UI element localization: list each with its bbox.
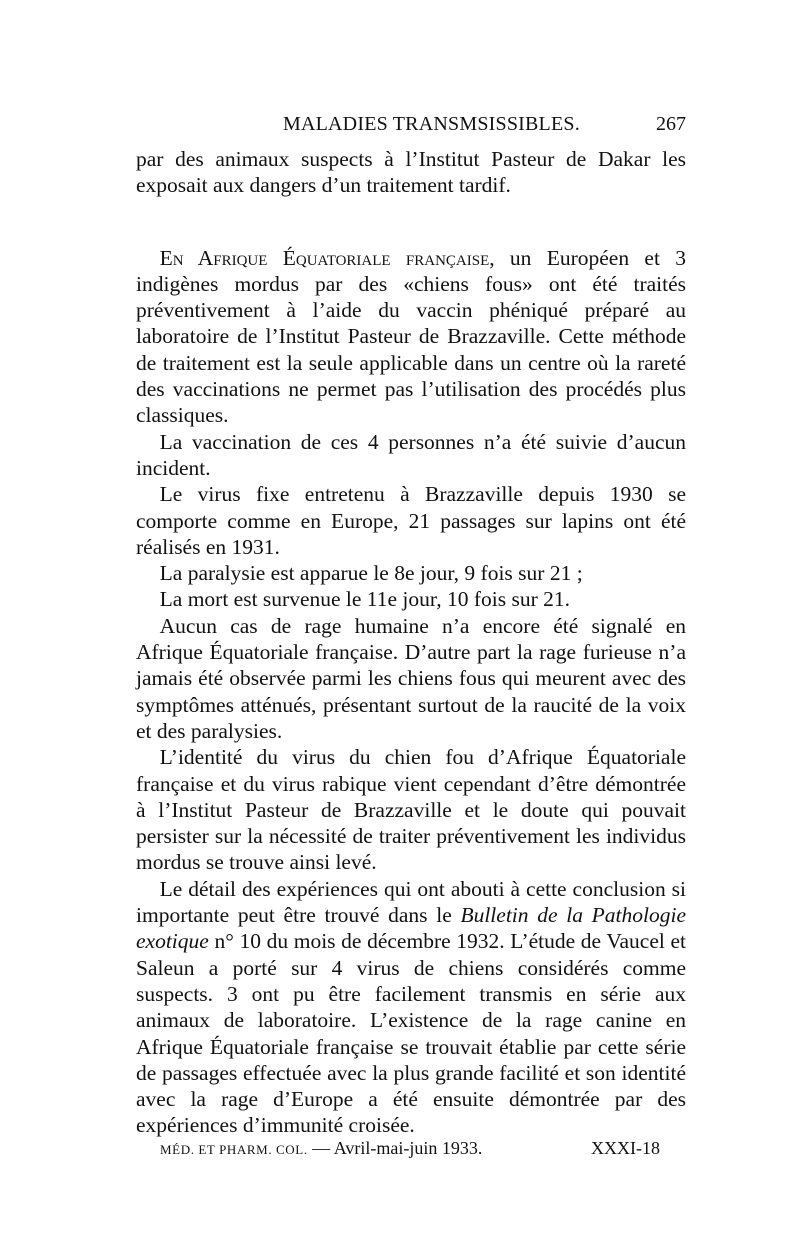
paragraph-8: L’identité du virus du chien fou d’Afrique Équatoriale française et du virus rabique vient cependant d’être démontrée à l’Institut Pasteur de Brazzaville et le doute qui pouvait persister sur la nécessité de traiter préventivement les individus mordus se trouve ainsi levé. [136, 745, 686, 875]
running-head: MALADIES TRANSMSISSIBLES. [283, 113, 580, 135]
paragraph-9 [136, 876, 686, 1139]
paragraph-4: Le virus fixe entretenu à Brazzaville depuis 1930 se comporte comme en Europe, 21 passages sur lapins ont été réalisés en 1931. [136, 482, 686, 559]
region-heading: En Afrique Équatoriale française, [159, 245, 495, 270]
page-number: 267 [656, 113, 686, 135]
paragraph-6: La mort est survenue le 11e jour, 10 fois sur 21. [159, 587, 570, 612]
footer-journal-info [160, 1138, 482, 1159]
paragraph-2-text: un Européen et 3 indigènes mordus par des «chiens fous» ont été traités préventivement à l’aide du vaccin phéniqué préparé au laboratoire de l’Institut Pasteur de Brazzaville. Cette méthode de traitement est la seule applicable dans un centre où la rareté des vaccinations ne permet pas l’utilisation des procédés plus classiques. [136, 245, 686, 428]
footer-dash: — [307, 1138, 334, 1158]
page-footer [160, 1138, 660, 1164]
journal-abbrev: MÉD. ET PHARM. COL. [160, 1142, 308, 1157]
paragraph-7: Aucun cas de rage humaine n’a encore été signalé en Afrique Équatoriale française. D’autre part la rage furieuse n’a jamais été observée parmi les chiens fous qui meurent avec des symptômes atténués, présentant surtout de la raucité de la voix et des paralysies. [136, 613, 686, 743]
paragraph-gap [136, 199, 686, 245]
paragraph-5: La paralysie est apparue le 8e jour, 9 fois sur 21 ; [159, 561, 583, 586]
paragraph-1: par des animaux suspects à l’Institut Pasteur de Dakar les exposait aux dangers d’un traitement tardif. [136, 147, 686, 198]
journal-citation: Bulletin de la Pathologie exotique [136, 903, 686, 954]
issue-date: Avril-mai-juin 1933. [333, 1138, 483, 1158]
signature-mark: XXXI-18 [591, 1138, 660, 1158]
page-body [136, 146, 686, 1139]
page-header [0, 113, 686, 143]
paragraph-9-text-a: Le détail des expériences qui ont abouti à cette conclusion si importante peut être trouvé dans le [136, 876, 686, 928]
paragraph-2 [136, 245, 686, 429]
paragraph-9-text-b: n° 10 du mois de décembre 1932. L’étude de Vaucel et Saleun a porté sur 4 virus de chiens considérés comme suspects. 3 ont pu être facilement transmis en série aux animaux de laboratoire. L’existence de la rage canine en Afrique Équatoriale française se trouvait établie par cette série de passages effectuée avec la plus grande facilité et son identité avec la rage d’Europe a été ensuite démontrée par des expériences d’immunité croisée. [136, 929, 686, 1138]
paragraph-3: La vaccination de ces 4 personnes n’a été suivie d’aucun incident. [136, 429, 686, 480]
